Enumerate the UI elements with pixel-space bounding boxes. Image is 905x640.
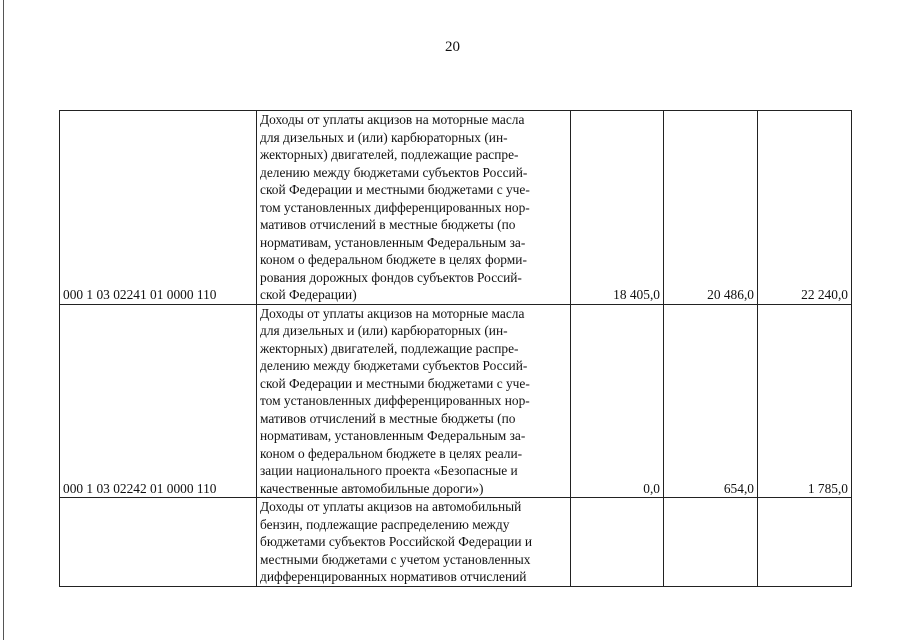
name-line: бюджетами субъектов Российской Федерации и bbox=[260, 534, 533, 549]
value-year-2-cell: 20 486,0 bbox=[664, 111, 758, 305]
name-line: том установленных дифференцированных нор- bbox=[260, 393, 530, 408]
value-year-2-cell: 654,0 bbox=[664, 304, 758, 498]
budget-revenue-table bbox=[59, 110, 852, 587]
name-line: ской Федерации и местными бюджетами с уче- bbox=[260, 375, 530, 391]
name-line: делению между бюджетами субъектов Россий- bbox=[260, 164, 528, 180]
revenue-name-cell bbox=[257, 111, 571, 305]
name-line: делению между бюджетами субъектов Россий- bbox=[260, 358, 528, 373]
value-year-1-cell: 18 405,0 bbox=[571, 111, 664, 305]
revenue-name-cell bbox=[257, 498, 571, 587]
name-line: рования дорожных фондов субъектов Россий- bbox=[260, 269, 522, 285]
name-line: Доходы от уплаты акцизов на моторные масла bbox=[260, 112, 525, 127]
name-line: качественные автомобильные дороги») bbox=[260, 480, 484, 496]
table-row bbox=[60, 111, 852, 305]
table-row bbox=[60, 498, 852, 587]
name-line: мативов отчислений в местные бюджеты (по bbox=[260, 410, 516, 426]
table-row bbox=[60, 304, 852, 498]
name-line: нормативам, установленным Федеральным за- bbox=[260, 428, 526, 443]
name-line: жекторных) двигателей, подлежащие распре- bbox=[260, 340, 519, 356]
name-line: Доходы от уплаты акцизов на моторные масла bbox=[260, 305, 525, 321]
value-year-3-cell bbox=[758, 498, 852, 587]
name-line: ской Федерации и местными бюджетами с уче- bbox=[260, 182, 530, 197]
value-year-3-cell: 22 240,0 bbox=[758, 111, 852, 305]
value-year-3-cell: 1 785,0 bbox=[758, 304, 852, 498]
name-line: бензин, подлежащие распределению между bbox=[260, 516, 510, 532]
value-year-1-cell bbox=[571, 498, 664, 587]
revenue-code-cell: 000 1 03 02242 01 0000 110 bbox=[60, 304, 257, 498]
name-line: для дизельных и (или) карбюраторных (ин- bbox=[260, 129, 508, 145]
name-line: коном о федеральном бюджете в целях форми- bbox=[260, 252, 527, 267]
name-line: мативов отчислений в местные бюджеты (по bbox=[260, 217, 516, 232]
page-number: 20 bbox=[445, 39, 460, 55]
value-year-1-cell: 0,0 bbox=[571, 304, 664, 498]
name-line: для дизельных и (или) карбюраторных (ин- bbox=[260, 323, 508, 338]
revenue-name-cell bbox=[257, 304, 571, 498]
name-line: зации национального проекта «Безопасные и bbox=[260, 463, 518, 478]
name-line: жекторных) двигателей, подлежащие распре- bbox=[260, 147, 519, 162]
name-line: Доходы от уплаты акцизов на автомобильный bbox=[260, 499, 522, 514]
revenue-code-cell bbox=[60, 498, 257, 587]
name-line: нормативам, установленным Федеральным за- bbox=[260, 234, 526, 250]
name-line: дифференцированных нормативов отчислений bbox=[260, 569, 527, 584]
value-year-2-cell bbox=[664, 498, 758, 587]
name-line: местными бюджетами с учетом установленных bbox=[260, 551, 531, 567]
name-line: коном о федеральном бюджете в целях реали- bbox=[260, 445, 523, 461]
name-line: том установленных дифференцированных нор- bbox=[260, 199, 530, 215]
page-left-edge bbox=[3, 0, 4, 640]
name-line: ской Федерации) bbox=[260, 287, 357, 302]
revenue-code-cell: 000 1 03 02241 01 0000 110 bbox=[60, 111, 257, 305]
